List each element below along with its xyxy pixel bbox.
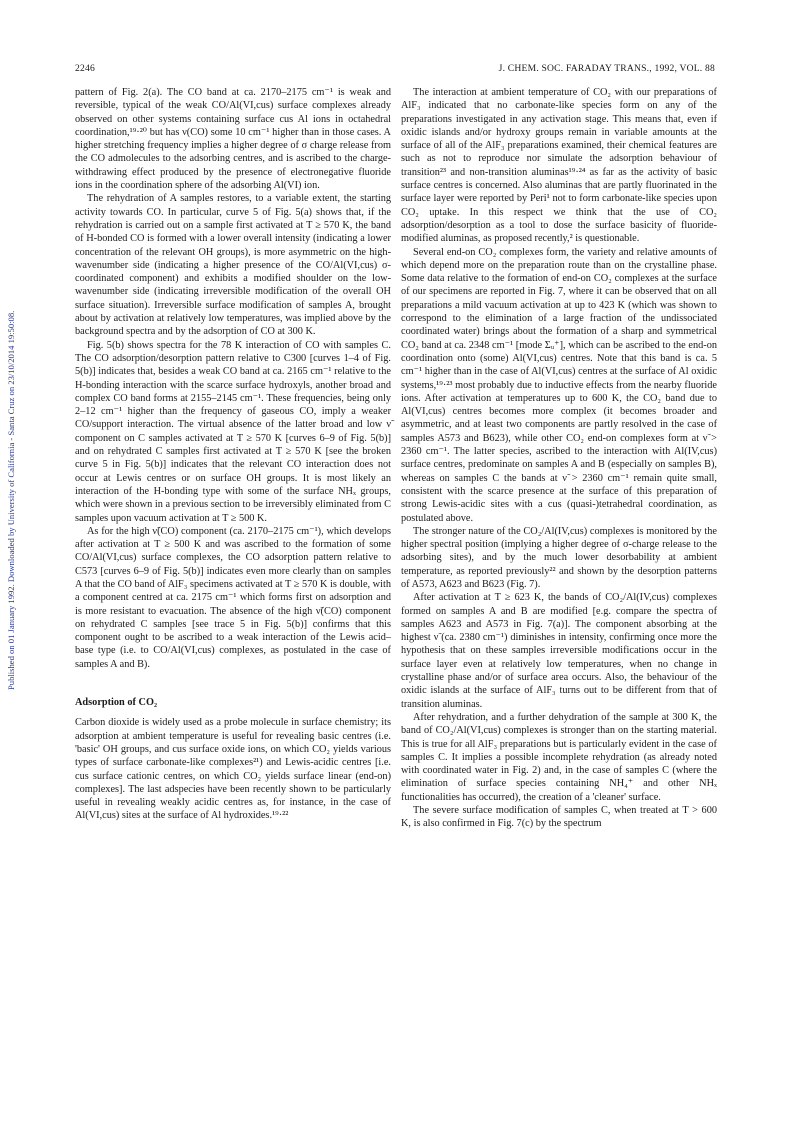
page-number: 2246 [75, 63, 95, 74]
paragraph: The rehydration of A samples restores, to a variable extent, the starting activity towards CO. In particular, curve 5 of Fig. 5(a) shows that, if the rehydration is carried out on a sample first activated at T ≥ 570 K, the band of H-bonded CO is formed with a lower overall intensity (indicating a lower concentration of the relevant OH groups), is more asymmetric on the high-wavenumber side (indicating a higher presence of the CO/Al(VI,cus) σ-coordinated component) and exhibits a modified shoulder on the low-wavenumber side (indicating irreversible modification of the overall OH surface situation). Irreversible surface modification of samples A, brought about by activation at relatively low temperatures, was implied above by the background spectra and by the adsorption of CO at 300 K. [75, 193, 391, 338]
section-heading: Adsorption of CO₂ [75, 697, 158, 709]
paragraph: The stronger nature of the CO₂/Al(IV,cus) complexes is monitored by the higher spectral position (implying a higher degree of σ-charge release to the adsorbing sites), and by the much lower desorbability at ambient temperature, as reported previously²² and shown by the desorption patterns of A573, A623 and B623 (Fig. 7). [401, 525, 717, 590]
paragraph: pattern of Fig. 2(a). The CO band at ca. 2170–2175 cm⁻¹ is weak and reversible, typical of the weak CO/Al(VI,cus) surface complexes already observed on other systems containing surface cus Al ions in octahedral coordination,¹⁹·²⁰ but has ν(CO) some 10 cm⁻¹ higher than in those cases. A higher stretching frequency implies a higher degree of σ charge release from the CO admolecules to the adsorbing centres, and is ascribed to the charge-withdrawing effect produced by the presence of electronegative fluoride ions in the coordination sphere of the adsorbing Al(VI) ion. [75, 87, 391, 192]
right-column [401, 86, 717, 831]
left-column [75, 86, 391, 823]
paragraph: As for the high ν̃(CO) component (ca. 2170–2175 cm⁻¹), which develops after activation at T ≥ 500 K and was ascribed to the formation of some CO/Al(VI,cus) surface complexes, the CO adsorption pattern relative to C573 [curves 6–9 of Fig. 5(b)] indicates even more clearly than on samples A that the CO band of AlF₃ specimens activated at T ≥ 570 K is double, with a component centred at ca. 2175 cm⁻¹ which forms first on adsorption and is more resistant to evacuation. The absence of the high ν̃(CO) component on rehydrated C samples [see trace 5 in Fig. 5(b)] confirms that this component ought to be ascribed to a weak interaction of the Lewis acid–base type (i.e. to CO/Al(VI,cus) complexes, as postulated in the case of samples A and B). [75, 525, 391, 670]
journal-header: J. CHEM. SOC. FARADAY TRANS., 1992, VOL. 88 [498, 63, 715, 74]
paragraph: After activation at T ≥ 623 K, the bands of CO₂/Al(IV,cus) complexes formed on samples A and B are modified [e.g. compare the spectra of samples A623 and A573 in Fig. 7(a)]. The component absorbing at the highest ν̃ (ca. 2380 cm⁻¹) diminishes in intensity, confirming once more the hypothesis that on these samples irreversible modifications occur in the surface layer even at relatively low temperatures, when no change in crystalline phase and/or of surface area occurs. Also, the behaviour of the oxidic islands at the surface of AlF₃ turns out to be different from that of transition aluminas. [401, 592, 717, 710]
paragraph: The interaction at ambient temperature of CO₂ with our preparations of AlF₃ indicated that no carbonate-like species form on any of the preparations investigated in any activation stage. This means that, even if oxidic islands and/or hydroxy groups remain in variable amounts at the surface of all of the AlF₃ preparations examined, their chemical features are such as not to reproduce nor simulate the adsorption behaviour of transition²³ and non-transition aluminas¹⁹·²⁴ as far as the activity of basic surface centres is concerned. Also aluminas that are partly fluorinated in the surface layer were reported by Peri¹ not to form carbonate-like species upon CO₂ uptake. In this respect we think that the use of CO₂ adsorption/desorption as a tool to dose the surface basicity of fluoride-modified aluminas, as proposed recently,² is questionable. [401, 87, 717, 245]
paragraph: After rehydration, and a further dehydration of the sample at 300 K, the band of CO₂/Al(VI,cus) complexes is stronger than on the starting material. This is true for all AlF₃ preparations but is particularly evident in the case of samples C. It implies a possible incomplete rehydration (as already noted with coordinated water in Fig. 2) and, in the case of samples C (where the elimination of surface species containing NH₄⁺ and other NHₓ functionalities has occurred), the creation of a 'cleaner' surface. [401, 711, 717, 803]
download-watermark: Published on 01 January 1992. Downloaded by University of California - Santa Cruz on 23/10/2014 19:50:08. [6, 310, 16, 690]
paragraph: Carbon dioxide is widely used as a probe molecule in surface chemistry; its adsorption at ambient temperature is useful for revealing basic centres (i.e. 'basic' OH groups, and cus surface oxide ions, on which CO₂ yields various types of surface carbonate-like complexes²¹) and Lewis-acidic centres [i.e. cus surface cationic centres, on which CO₂ yields surface linear (end-on) complexes]. The last adspecies have been recently shown to be particularly useful in revealing weakly acidic centres as, for instance, in the case of Al(VI,cus) sites at the surface of Al hydroxides.¹⁹·²² [75, 717, 391, 822]
paragraph: The severe surface modification of samples C, when treated at T > 600 K, is also confirmed in Fig. 7(c) by the spectrum [401, 805, 717, 830]
paragraph: Fig. 5(b) shows spectra for the 78 K interaction of CO with samples C. The CO adsorption/desorption pattern relative to C300 [curves 1–4 of Fig. 5(b)] indicates that, besides a weak CO band at ca. 2165 cm⁻¹ relative to the H-bonding interaction with the scarce surface hydroxyls, another broad and complex CO band forms at 2155–2145 cm⁻¹. These frequencies, being only 2–12 cm⁻¹ higher than the frequency of gaseous CO, imply a weaker CO/support interaction. The virtual absence of the latter broad and low ν̃ component on C samples activated at T ≥ 570 K [curves 6–9 of Fig. 5(b)] and on rehydrated C samples first activated at T ≥ 570 K [see the broken curve 5 in Fig. 5(b)] indicates that the relevant CO interaction does not occur at Lewis centres or on surface OH groups. It is most likely an interaction of the H-bonding type with some of the surface NHₓ groups, which were shown in a previous section to be irreversibly eliminated from C samples upon vacuum activation at T ≥ 500 K. [75, 339, 391, 524]
paragraph: Several end-on CO₂ complexes form, the variety and relative amounts of which depend more on the preparation route than on the crystalline phase. Some data relative to the formation of end-on CO₂ complexes at the surface of our specimens are reported in Fig. 7, where it can be observed that on all preparations a mild vacuum activation at up to 423 K (which was shown to correspond to the elimination of a large fraction of the undissociated coordinated water) brings about the formation of a sharp and symmetrical CO₂ band at ca. 2348 cm⁻¹ [mode Σᵤ⁺], which can be ascribed to the end-on coordination onto (some) Al(VI,cus) centres. Note that this band is ca. 5 cm⁻¹ higher than in the case of Al(VI,cus) centres at the surface of Al oxidic systems,¹⁹·²³ most probably due to inductive effects from the nearby fluoride ions. After activation at temperatures up to 600 K, the CO₂ band due to Al(VI,cus) centres becomes more complex (it becomes broader and asymmetric, and at least two components are partly resolved in the case of samples A573 and B623), while other CO₂ end-on complexes form at ν̃ > 2360 cm⁻¹. The latter species, ascribed to the interaction with Al(IV,cus) surface centres, predominate on samples A and B (especially on samples B), whereas on samples C the bands at ν̃ > 2360 cm⁻¹ remain quite small, consistent with the scarce presence at the surface of this preparation of strong Lewis-acidic sites with a cus (quasi-)tetrahedral coordination, as postulated above. [401, 246, 717, 524]
